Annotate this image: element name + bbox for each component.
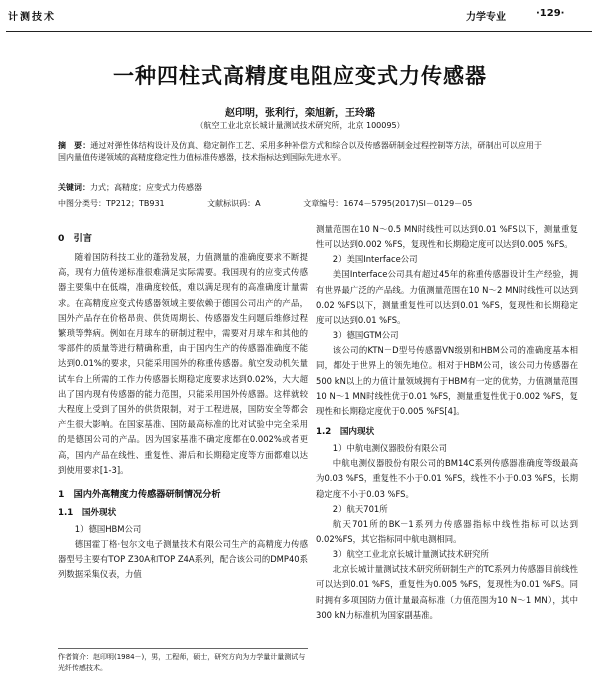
casc701-paragraph: 航天701所的BK－1系列力传感器指标中线性指标可以达到0.02%FS，其它指标同中航电测相同。 (316, 518, 578, 545)
section-1-2-heading: 1.2 国内现状 (316, 427, 375, 438)
avic-paragraph: 中航电测仪器股份有限公司的BM14C系列传感器准确度等级最高为0.03 %FS，重复性不小于0.01 %FS，线性不小于0.03 %FS，长期稳定度不小于0.03 %FS。 (316, 458, 578, 499)
gtm-heading: 3）德国GTM公司 (332, 330, 399, 341)
intro-paragraph: 随着国防科技工业的蓬勃发展，力值测量的准确度要求不断提高，现有力值传递标准很难满足实际需要。我国现有的应变式传感器主要集中在低端，准确度较低，难以满足现有的高准确度计量需求。在高精度应变式传感器领域主要依赖于德国公司出产的产品，国外产品存在价格昂贵、供货周期长、传感器发生问题后维修过程繁琐等弊病。例如在月球车的研制过程中，需要对月球车和其他的零部件的质量等进行精确称重，由于国内生产的传感器准确度不能达到0.01%的要求，只能采用国外的称重传感器。航空发动机矢量试车台上所需的工作力传感器长期稳定度要求达到0.02%，大大超出了国内现有传感器的能力范围，只能采用国外传感器。这样就较大程度上受到了国外的供货限制，对于工程进展，国防安全等都会产生很大影响。在国家基准、国防最高标准的比对试验中完全采用的是德国公司的产品。因为国家基准不确定度都在0.002%或者更高，国内产品在线性、重复性、滞后和长期稳定度等方面都难以达到使用要求[1-3]。 (58, 252, 308, 475)
section-0-heading: 0 引言 (58, 233, 92, 244)
abstract-text: 通过对弹性体结构设计及仿真、稳定制作工艺、采用多种补偿方式和综合以及传感器研制金过程控制等方法，研制出可以应用于国内量值传递领域的高精度稳定性力值标准传感器，技术指标达到国际先进水平。 (58, 141, 543, 162)
section-1-1-heading: 1.1 国外现状 (58, 508, 117, 519)
article-title: 一种四柱式高精度电阻应变式力传感器 (113, 64, 487, 88)
interface-paragraph: 美国Interface公司具有超过45年的称重传感器设计生产经验，拥有世界最广泛的产品线。力值测量范围在10 N～2 MN时线性可以达到0.02 %FS以下，测量重复性可以达到0.01 %FS，复现性和长期稳定度可以达到0.01 %FS。 (316, 269, 578, 326)
casc701-heading: 2）航天701所 (332, 503, 388, 514)
left-column (58, 222, 308, 583)
clc-number: 中图分类号：TP212；TB931 (58, 199, 165, 208)
running-header (0, 4, 600, 34)
page-number: ·129· (536, 8, 565, 19)
gtm-paragraph: 该公司的KTN－D型号传感器VN级别和HBM公司的准确度基本相同，都处于世界上的领先地位。相对于HBM公司，该公司力传感器在500 kN以上的力值计量领域拥有于HBM有一定的优势，力值测量范围10 N～1 MN时线性优于0.01 %FS，测量重复性优于0.002 %FS，复现性和长期稳定度优于0.005 %FS[4]。 (316, 345, 578, 417)
document-code: 文献标识码：A (207, 199, 261, 208)
keywords-label: 关键词： (58, 183, 90, 192)
authors: 赵印明，张利行，栾旭新，王玲璐 (225, 108, 375, 119)
abstract-label: 摘 要： (58, 141, 91, 150)
abstract (58, 140, 542, 164)
section-1-heading: 1 国内外高精度力传感器研制情况分析 (58, 489, 221, 501)
hbm-paragraph-cont: 测量范围在10 N～0.5 MN时线性可以达到0.01 %FS以下，测量重复性可以达到0.002 %FS，复现性和长期稳定度可以达到0.005 %FS。 (316, 224, 578, 250)
keywords-text: 力式；高精度；应变式力传感器 (90, 183, 202, 192)
interface-heading: 2）美国Interface公司 (332, 254, 418, 265)
section-name: 力学专业 (466, 12, 506, 23)
affiliation: （航空工业北京长城计量测试技术研究所，北京 100095） (195, 121, 405, 130)
journal-name: 计测技术 (8, 12, 56, 23)
changcheng-paragraph: 北京长城计量测试技术研究所研制生产的TC系列力传感器目前线性可以达到0.01 %FS，重复性为0.005 %FS，复现性为0.01 %FS。同时拥有多项国防力值计量最高标准（力值范围为10 N～1 MN），其中300 kN力标准机为国家副基准。 (316, 564, 578, 620)
classification-line (58, 198, 580, 209)
author-footnote: 作者简介：赵印明(1984－)，男，工程师，硕士，研究方向为力学量计量测试与光纤传感技术。 (58, 648, 308, 674)
hbm-paragraph: 德国霍丁格·包尔文电子测量技术有限公司生产的高精度力传感器型号主要有TOP Z30A和TOP Z4A系列，配合该公司的DMP40系列数据采集仪表，力值 (58, 539, 308, 580)
keywords (58, 182, 542, 193)
changcheng-heading: 3）航空工业北京长城计量测试技术研究所 (332, 549, 489, 560)
header-rule (6, 31, 592, 32)
article-number: 文章编号：1674－5795(2017)Sl－0129－05 (303, 199, 473, 208)
avic-heading: 1）中航电测仪器股份有限公司 (332, 443, 447, 454)
hbm-heading: 1）德国HBM公司 (74, 524, 142, 535)
right-column (316, 222, 578, 623)
